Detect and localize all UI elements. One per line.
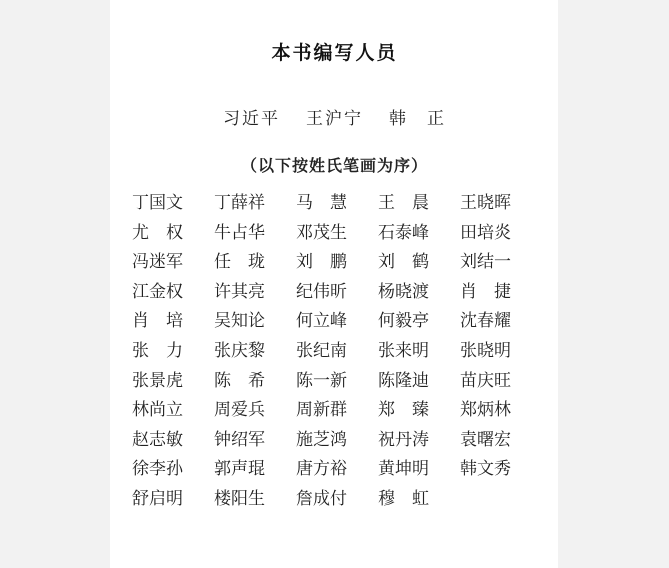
contributor-name: 杨晓渡 xyxy=(378,281,429,302)
contributor-name: 刘结一 xyxy=(460,252,511,273)
ordering-note: （以下按姓氏笔画为序） xyxy=(240,156,428,175)
contributor-name: 许其亮 xyxy=(214,281,265,302)
contributor-name: 徐李孙 xyxy=(132,459,183,480)
contributor-name: 张 力 xyxy=(132,340,183,361)
contributor-name: 黄坤明 xyxy=(378,459,429,480)
contributor-name: 张来明 xyxy=(378,340,429,361)
contributor-name: 沈春耀 xyxy=(460,311,511,332)
contributor-name: 唐方裕 xyxy=(296,459,347,480)
contributor-name: 肖 捷 xyxy=(460,281,511,302)
contributor-name: 陈一新 xyxy=(296,370,347,391)
contributor-name: 丁薛祥 xyxy=(214,193,265,213)
contributor-name: 吴知论 xyxy=(214,311,265,332)
contributor-name: 何毅亭 xyxy=(378,311,429,332)
contributor-name: 郑 臻 xyxy=(378,400,429,421)
contributor-name: 刘 鹤 xyxy=(378,252,429,273)
contributor-name: 王 晨 xyxy=(378,193,429,213)
contributor-name: 王晓晖 xyxy=(460,193,511,213)
contributor-name: 施芝鸿 xyxy=(296,429,347,450)
contributor-name: 马 慧 xyxy=(296,193,347,213)
contributor-name: 舒启明 xyxy=(132,488,183,509)
contributor-name: 赵志敏 xyxy=(132,429,183,450)
contributor-name: 丁国文 xyxy=(132,193,183,213)
editor-name: 习近平 xyxy=(223,109,280,129)
chief-editors xyxy=(0,104,669,129)
contributor-name: 穆 虹 xyxy=(378,488,429,509)
contributor-list xyxy=(132,188,542,514)
contributor-name: 郑炳林 xyxy=(460,400,511,421)
contributor-name: 苗庆旺 xyxy=(460,370,511,391)
contributor-name: 张晓明 xyxy=(460,340,511,361)
contributor-name: 陈 希 xyxy=(214,370,265,391)
contributor-name: 张景虎 xyxy=(132,370,183,391)
contributor-name: 冯迷军 xyxy=(132,252,183,273)
contributor-name: 张庆黎 xyxy=(214,340,265,361)
contributor-name: 郭声琨 xyxy=(214,459,265,480)
page-title: 本书编写人员 xyxy=(271,42,398,64)
contributor-name: 张纪南 xyxy=(296,340,347,361)
contributor-name: 楼阳生 xyxy=(214,488,265,509)
contributor-name: 陈隆迪 xyxy=(378,370,429,391)
contributor-name: 任 珑 xyxy=(214,252,265,273)
contributor-name: 韩文秀 xyxy=(460,459,511,480)
contributor-name: 田培炎 xyxy=(460,222,511,243)
contributor-name: 袁曙宏 xyxy=(460,429,511,450)
contributor-name: 石泰峰 xyxy=(378,222,429,243)
contributor-name: 何立峰 xyxy=(296,311,347,332)
editor-name: 韩 正 xyxy=(389,109,446,129)
contributor-name: 周爱兵 xyxy=(214,400,265,421)
contributor-name: 钟绍军 xyxy=(214,429,265,450)
editor-name: 王沪宁 xyxy=(306,109,363,129)
contributor-name: 詹成付 xyxy=(296,488,347,509)
contributor-name: 祝丹涛 xyxy=(378,429,429,450)
contributor-name: 肖 培 xyxy=(132,311,183,332)
contributor-name: 江金权 xyxy=(132,281,183,302)
contributor-name: 林尚立 xyxy=(132,400,183,421)
contributor-name: 周新群 xyxy=(296,400,347,421)
contributor-name: 纪伟昕 xyxy=(296,281,347,302)
contributor-name: 刘 鹏 xyxy=(296,252,347,273)
contributor-name: 尤 权 xyxy=(132,222,183,243)
contributor-name: 牛占华 xyxy=(214,222,265,243)
contributor-name: 邓茂生 xyxy=(296,222,347,243)
